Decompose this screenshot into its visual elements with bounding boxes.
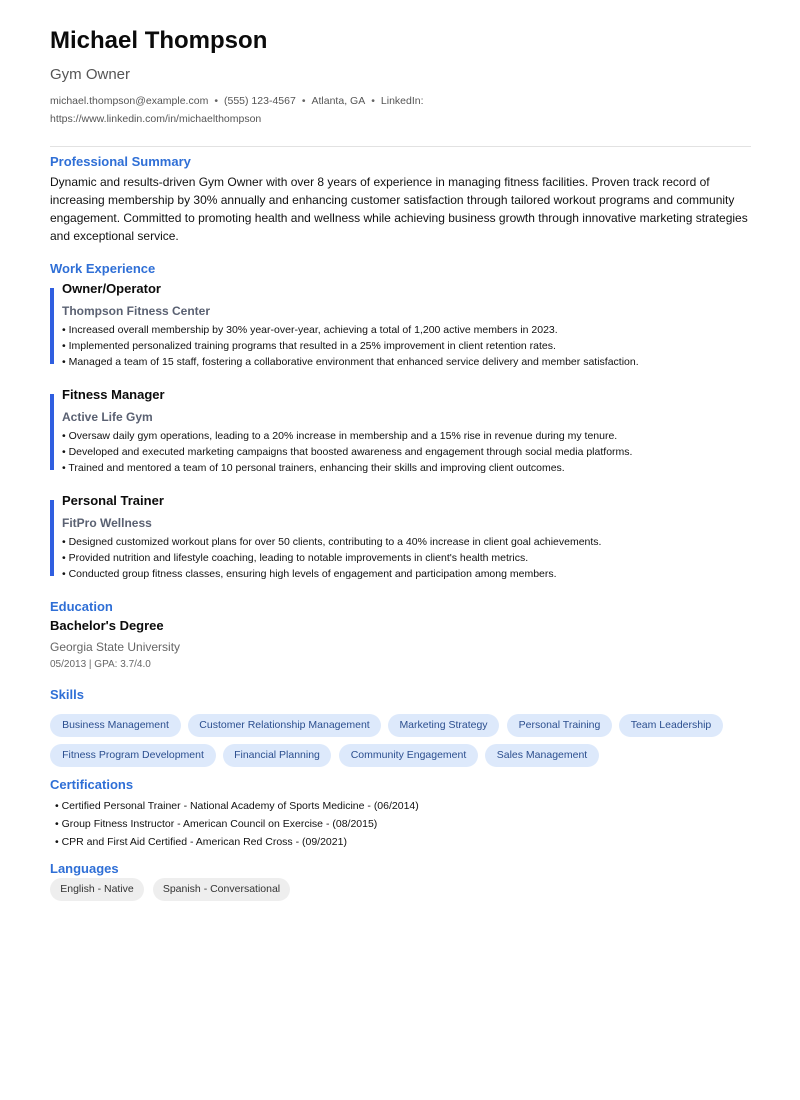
- language-chip: English - Native: [50, 878, 144, 901]
- skill-chip: Community Engagement: [339, 744, 478, 767]
- section-heading-experience: Work Experience: [50, 261, 156, 276]
- job-title: Fitness Manager: [62, 387, 165, 402]
- job-bullet: • Trained and mentored a team of 10 personal trainers, enhancing their skills and improving client outcomes.: [62, 462, 565, 474]
- candidate-name: Michael Thompson: [50, 27, 268, 54]
- section-heading-certifications: Certifications: [50, 777, 134, 792]
- job-title: Personal Trainer: [62, 493, 164, 508]
- contact-email[interactable]: michael.thompson@example.com: [50, 95, 209, 107]
- contact-location: Atlanta, GA: [311, 95, 366, 107]
- education-degree: Bachelor's Degree: [50, 618, 164, 633]
- education-school: Georgia State University: [50, 640, 181, 654]
- skill-chip: Marketing Strategy: [388, 714, 499, 737]
- skill-chip: Fitness Program Development: [50, 744, 216, 767]
- contact-phone: (555) 123-4567: [224, 95, 296, 107]
- job-company: Active Life Gym: [62, 410, 153, 424]
- skill-chip: Business Management: [50, 714, 181, 737]
- contact-separator: •: [214, 95, 218, 107]
- candidate-role: Gym Owner: [50, 66, 131, 83]
- job-bullets: [62, 322, 639, 370]
- job-bullet: • Provided nutrition and lifestyle coaching, leading to notable improvements in client's health metrics.: [62, 552, 529, 564]
- section-heading-summary: Professional Summary: [50, 154, 191, 169]
- job-bullet: • Developed and executed marketing campaigns that boosted awareness and engagement through social media platforms.: [62, 446, 633, 458]
- skill-chip: Team Leadership: [619, 714, 723, 737]
- skill-chip: Customer Relationship Management: [188, 714, 381, 737]
- job-accent-bar: [50, 500, 54, 576]
- contact-linkedin-label: LinkedIn:: [380, 95, 424, 107]
- summary-text: Dynamic and results-driven Gym Owner with over 8 years of experience in managing fitness facilities. Proven track record of increasing membership by 30% annually and enhancing customer satisfaction through tailored workout programs and community engagement. Committed to promoting health and wellness while achieving business growth through innovative marketing strategies and exceptional service.: [50, 175, 748, 243]
- job-bullet: • Managed a team of 15 staff, fostering a collaborative environment that enhanced service delivery and member satisfaction.: [62, 356, 639, 368]
- contact-separator: •: [371, 95, 375, 107]
- language-chip: Spanish - Conversational: [153, 878, 290, 901]
- certification-item: • Group Fitness Instructor - American Council on Exercise - (08/2015): [55, 818, 378, 830]
- job-title: Owner/Operator: [62, 281, 161, 296]
- contact-line: [50, 92, 570, 128]
- certification-item: • Certified Personal Trainer - National Academy of Sports Medicine - (06/2014): [55, 800, 419, 812]
- job-bullet: • Increased overall membership by 30% year-over-year, achieving a total of 1,200 active members in 2023.: [62, 324, 558, 336]
- skill-chip: Sales Management: [485, 744, 599, 767]
- job-company: Thompson Fitness Center: [62, 304, 211, 318]
- skill-chip: Personal Training: [507, 714, 612, 737]
- section-heading-skills: Skills: [50, 687, 84, 702]
- job-bullet: • Oversaw daily gym operations, leading to a 20% increase in membership and a 15% rise in revenue during my tenure.: [62, 430, 618, 442]
- section-heading-education: Education: [50, 599, 113, 614]
- header-divider: [50, 146, 751, 147]
- contact-separator: •: [301, 95, 306, 107]
- skill-chip: Financial Planning: [223, 744, 331, 767]
- job-accent-bar: [50, 288, 54, 364]
- job-accent-bar: [50, 394, 54, 470]
- certification-item: • CPR and First Aid Certified - American Red Cross - (09/2021): [55, 836, 347, 848]
- job-bullets: [62, 534, 601, 582]
- education-meta: 05/2013 | GPA: 3.7/4.0: [50, 659, 151, 670]
- job-bullet: • Conducted group fitness classes, ensuring high levels of engagement and participation among members.: [62, 568, 557, 580]
- job-bullet: • Implemented personalized training programs that resulted in a 25% improvement in client retention rates.: [62, 340, 556, 352]
- contact-linkedin-url[interactable]: https://www.linkedin.com/in/michaelthompson: [50, 113, 262, 125]
- job-company: FitPro Wellness: [62, 516, 152, 530]
- job-bullets: [62, 428, 632, 476]
- certifications-list: [55, 797, 419, 851]
- section-heading-languages: Languages: [50, 861, 119, 876]
- job-bullet: • Designed customized workout plans for over 50 clients, contributing to a 40% increase in client goal achievements.: [62, 536, 602, 548]
